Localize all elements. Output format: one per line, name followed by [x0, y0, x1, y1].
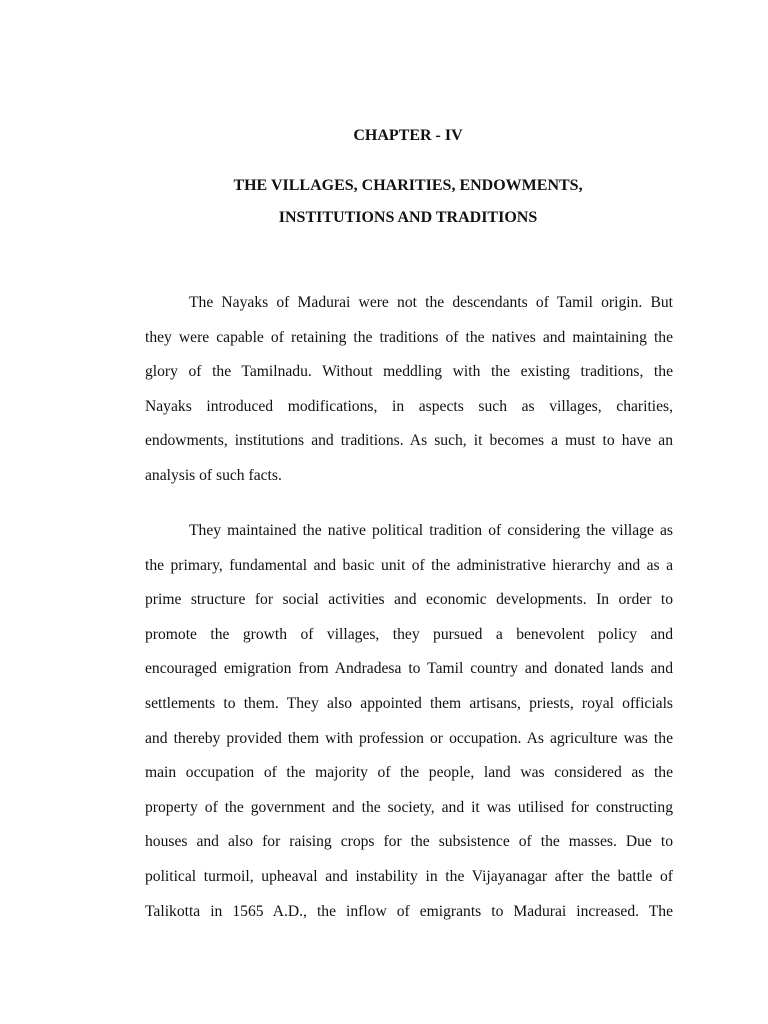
- text-line: encouraged emigration from Andradesa to Tamil country and donated lands and: [145, 660, 673, 678]
- text-line: property of the government and the society, and it was utilised for constructing: [145, 798, 673, 816]
- chapter-title-line: THE VILLAGES, CHARITIES, ENDOWMENTS,: [233, 177, 583, 194]
- text-line: political turmoil, upheaval and instability in the Vijayanagar after the battle of: [145, 867, 673, 885]
- chapter-title: [0, 170, 768, 234]
- text-line: they were capable of retaining the traditions of the natives and maintaining the: [145, 328, 673, 346]
- text-line: prime structure for social activities and economic developments. In order to: [145, 591, 673, 609]
- chapter-number: CHAPTER - IV: [353, 127, 463, 144]
- chapter-title-line: INSTITUTIONS AND TRADITIONS: [278, 209, 538, 226]
- paragraph-2: [145, 514, 673, 929]
- text-line: analysis of such facts.: [145, 466, 282, 484]
- text-line: Talikotta in 1565 A.D., the inflow of emigrants to Madurai increased. The: [145, 902, 673, 920]
- text-line: houses and also for raising crops for the subsistence of the masses. Due to: [145, 833, 673, 851]
- text-line: and thereby provided them with profession or occupation. As agriculture was the: [145, 729, 673, 747]
- text-line: main occupation of the majority of the people, land was considered as the: [145, 764, 673, 782]
- paragraph-1: [145, 286, 673, 494]
- text-line: glory of the Tamilnadu. Without meddling with the existing traditions, the: [145, 363, 673, 381]
- text-line: promote the growth of villages, they pursued a benevolent policy and: [145, 625, 673, 643]
- text-line: the primary, fundamental and basic unit of the administrative hierarchy and as a: [145, 556, 673, 574]
- text-line: Nayaks introduced modifications, in aspects such as villages, charities,: [145, 397, 673, 415]
- text-line: They maintained the native political tradition of considering the village as: [189, 522, 673, 539]
- text-line: endowments, institutions and traditions. As such, it becomes a must to have an: [145, 432, 673, 450]
- text-line: settlements to them. They also appointed them artisans, priests, royal officials: [145, 694, 673, 712]
- text-line: The Nayaks of Madurai were not the descendants of Tamil origin. But: [189, 294, 673, 311]
